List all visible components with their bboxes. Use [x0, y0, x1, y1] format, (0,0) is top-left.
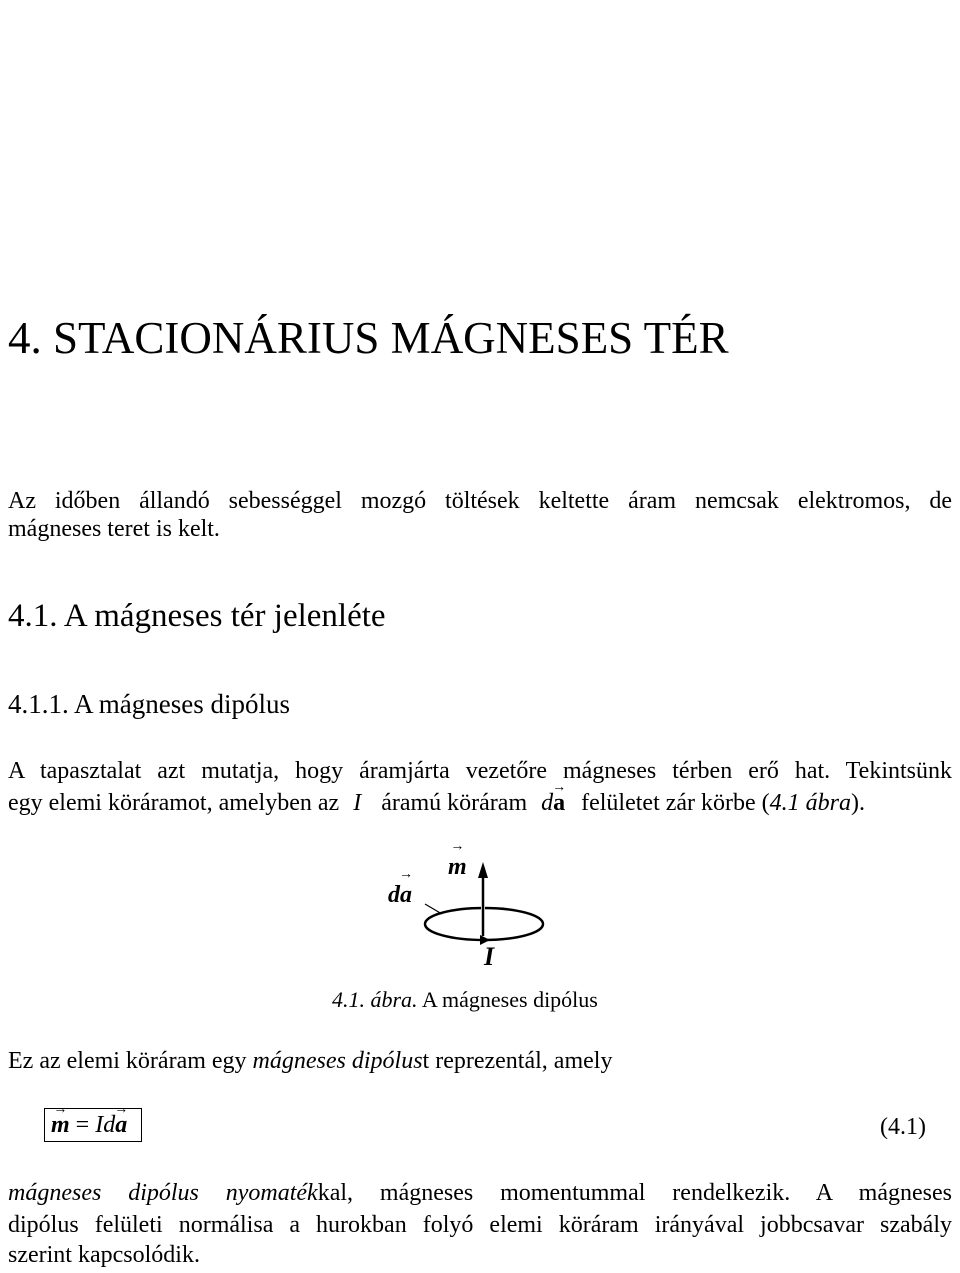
para3-line-1: mágneses dipólus nyomatékkal, mágneses momentummal rendelkezik. A mágneses: [8, 1180, 952, 1206]
label-m: → m: [448, 854, 467, 881]
section-title: 4.1. A mágneses tér jelenléte: [8, 598, 386, 634]
intro-line-2: mágneses teret is kelt.: [8, 516, 220, 542]
label-I: I: [484, 942, 495, 971]
para1-line-1: A tapasztalat azt mutatja, hogy áramjárta vezetőre mágneses térben erő hat. Tekintsünk: [8, 758, 952, 784]
chapter-title: 4. STACIONÁRIUS MÁGNESES TÉR: [8, 313, 729, 363]
intro-line-1: Az időben állandó sebességgel mozgó töltések keltette áram nemcsak elektromos, de: [8, 488, 952, 514]
para3-line-2: dipólus felületi normálisa a hurokban folyó elemi köráram irányával jobbcsavar szabály: [8, 1212, 952, 1238]
para1-line-2: egy elemi köráramot, amelyben az I áramú köráram d→ a felületet zár körbe (4.1 ábra).: [8, 788, 865, 818]
label-da: d→ a: [388, 882, 412, 909]
equation-box: [44, 1108, 142, 1142]
equation-content: → m = Id→ a: [51, 1111, 127, 1139]
para3-line-3: szerint kapcsolódik.: [8, 1242, 200, 1268]
moment-arrow-head: [478, 862, 488, 878]
equation-number: (4.1): [880, 1114, 926, 1140]
subsection-title: 4.1.1. A mágneses dipólus: [8, 689, 290, 719]
para2: Ez az elemi köráram egy mágneses dipólust reprezentál, amely: [8, 1048, 613, 1074]
area-label-leader: [425, 904, 442, 914]
figure-caption: 4.1. ábra. A mágneses dipólus: [332, 987, 598, 1012]
figure-magnetic-dipole: [380, 852, 580, 972]
